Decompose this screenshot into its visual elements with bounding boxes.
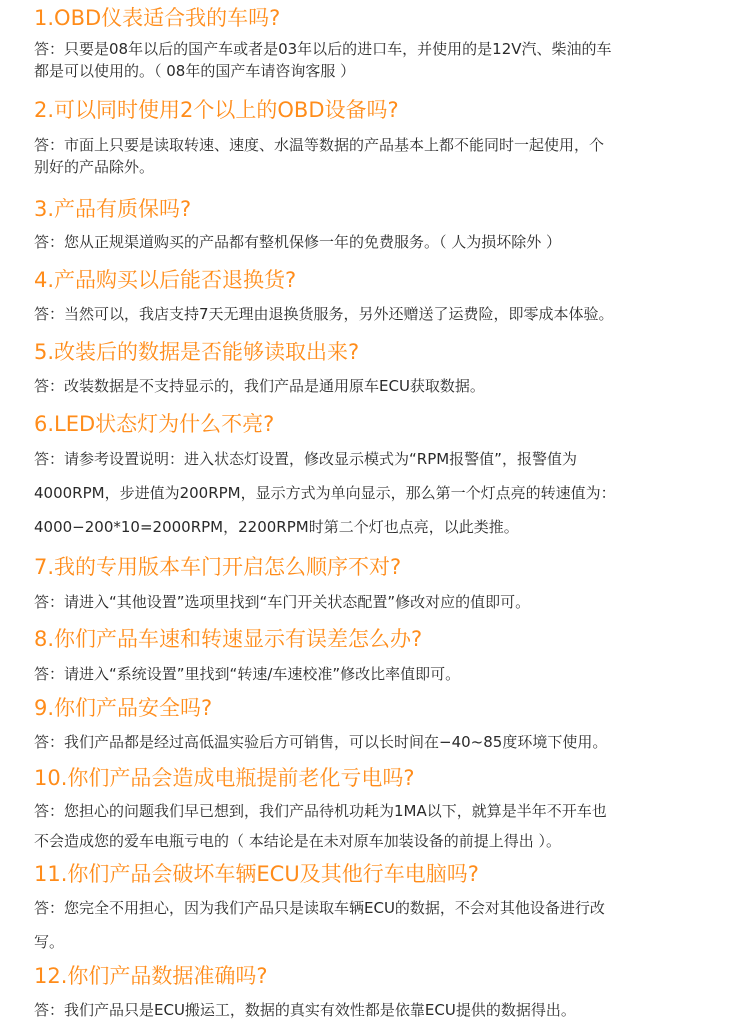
faq-answer-line: 别好的产品除外。 (34, 158, 155, 176)
faq-question-3: 3.产品有质保吗? (34, 197, 192, 221)
faq-answer-3 (34, 231, 734, 253)
faq-answer-line: 答：您完全不用担心，因为我们产品只是读取车辆ECU的数据，不会对其他设备进行改 (34, 899, 605, 917)
faq-answer-line: 答：请进入“系统设置”里找到“转速/车速校准”修改比率值即可。 (34, 665, 461, 683)
faq-answer-7 (34, 591, 734, 613)
faq-answer-line: 答：市面上只要是读取转速、速度、水温等数据的产品基本上都不能同时一起使用，个 (34, 136, 605, 154)
faq-answer-8 (34, 663, 734, 685)
faq-question-7: 7.我的专用版本车门开启怎么顺序不对? (34, 555, 402, 579)
faq-answer-6 (34, 442, 734, 544)
faq-answer-line: 答：您从正规渠道购买的产品都有整机保修一年的免费服务。（ 人为损坏除外 ） (34, 233, 562, 251)
faq-answer-9 (34, 731, 734, 753)
faq-question-10: 10.你们产品会造成电瓶提前老化亏电吗? (34, 766, 415, 790)
faq-answer-line: 都是可以使用的。（ 08年的国产车请咨询客服 ） (34, 62, 356, 80)
faq-answer-2 (34, 134, 734, 178)
faq-answer-line: 不会造成您的爱车电瓶亏电的（ 本结论是在未对原车加装设备的前提上得出 ）。 (34, 832, 562, 850)
faq-answer-line: 答：改装数据是不支持显示的，我们产品是通用原车ECU获取数据。 (34, 377, 485, 395)
faq-answer-line: 写。 (34, 933, 65, 951)
faq-answer-line: 4000RPM，步进值为200RPM，显示方式为单向显示，那么第一个灯点亮的转速值为： (34, 484, 616, 502)
faq-answer-line: 答：当然可以，我店支持7天无理由退换货服务，另外还赠送了运费险，即零成本体验。 (34, 305, 614, 323)
faq-answer-11 (34, 891, 734, 959)
faq-answer-4 (34, 303, 734, 325)
faq-answer-1 (34, 38, 734, 82)
faq-answer-line: 4000−200*10=2000RPM，2200RPM时第二个灯也点亮，以此类推。 (34, 518, 519, 536)
faq-answer-line: 答：请参考设置说明：进入状态灯设置，修改显示模式为“RPM报警值”，报警值为 (34, 450, 577, 468)
faq-question-1: 1.OBD仪表适合我的车吗? (34, 6, 281, 30)
faq-answer-line: 答：只要是08年以后的国产车或者是03年以后的进口车，并使用的是12V汽、柴油的车 (34, 40, 612, 58)
faq-question-5: 5.改装后的数据是否能够读取出来? (34, 340, 360, 364)
faq-question-4: 4.产品购买以后能否退换货? (34, 268, 297, 292)
faq-answer-10 (34, 796, 734, 856)
faq-question-8: 8.你们产品车速和转速显示有误差怎么办? (34, 627, 423, 651)
faq-answer-line: 答：我们产品都是经过高低温实验后方可销售，可以长时间在−40~85度环境下使用。 (34, 733, 608, 751)
faq-answer-5 (34, 375, 734, 397)
faq-question-6: 6.LED状态灯为什么不亮? (34, 412, 275, 436)
faq-question-11: 11.你们产品会破坏车辆ECU及其他行车电脑吗? (34, 862, 479, 886)
faq-answer-line: 答：请进入“其他设置”选项里找到“车门开关状态配置”修改对应的值即可。 (34, 593, 531, 611)
faq-answer-line: 答：我们产品只是ECU搬运工，数据的真实有效性都是依靠ECU提供的数据得出。 (34, 1001, 576, 1019)
faq-question-12: 12.你们产品数据准确吗? (34, 964, 268, 988)
faq-question-2: 2.可以同时使用2个以上的OBD设备吗? (34, 98, 399, 122)
faq-question-9: 9.你们产品安全吗? (34, 696, 213, 720)
faq-answer-12 (34, 999, 734, 1021)
faq-answer-line: 答：您担心的问题我们早已想到，我们产品待机功耗为1MA以下，就算是半年不开车也 (34, 802, 607, 820)
